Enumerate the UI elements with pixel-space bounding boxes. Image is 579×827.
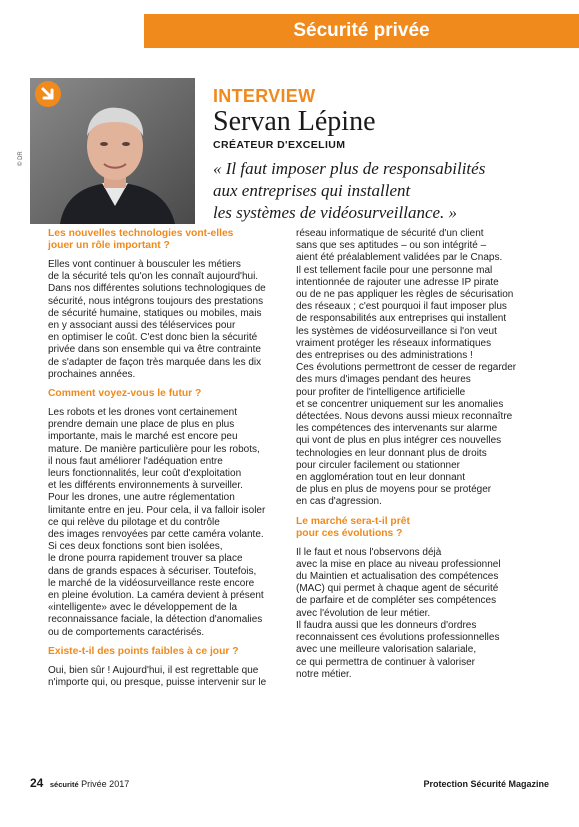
text-line: n'importe qui, ou presque, puisse intervenir sur le: [48, 677, 267, 689]
interview-answer: [48, 407, 286, 639]
text-line: des murs d'images pendant des heures: [296, 374, 471, 386]
interview-question: [48, 228, 286, 252]
text-line: les systèmes de vidéosurveillance si l'on veut: [296, 325, 497, 337]
text-line: importante, mais le marché est encore peu: [48, 431, 238, 443]
text-line: de s'adapter de façon très marquée dans les dix: [48, 356, 262, 368]
text-line: ou de comportements caractérisés.: [48, 626, 205, 638]
text-line: de plus en plus de moyens pour se protéger: [296, 484, 492, 496]
text-line: réseau informatique de sécurité d'un client: [296, 228, 484, 239]
pull-quote-line: les systèmes de vidéosurveillance. »: [213, 203, 458, 222]
text-line: aient été préalablement validées par le Cnaps.: [296, 252, 503, 264]
text-line: qui vont de plus en plus intégrer ces nouvelles: [296, 435, 502, 447]
text-line: sans que ses aptitudes – ou son intégrité –: [296, 240, 487, 252]
publisher-name: Protection Sécurité Magazine: [423, 779, 549, 789]
magazine-name: sécurité: [49, 780, 79, 789]
interview-kicker: INTERVIEW: [213, 86, 316, 106]
text-line: pour circuler facilement ou stationner: [296, 459, 460, 471]
text-line: reconnaissent ces évolutions professionnelles: [296, 632, 500, 644]
text-line: Il le faut et nous l'observons déjà: [296, 546, 442, 558]
text-line: en y associant aussi des téléservices pour: [48, 320, 236, 332]
text-line: de responsabilités aux entreprises qui installent: [296, 313, 507, 325]
interview-answer: [296, 228, 534, 509]
interview-answer: [48, 259, 286, 381]
text-line: Il est tellement facile pour une personne mal: [296, 264, 493, 276]
text-line: limitante entre en jeu. Pour cela, il va falloir isoler: [48, 504, 266, 516]
text-line: Elles vont continuer à bousculer les métiers: [48, 259, 241, 270]
page-number: 24: [30, 776, 44, 790]
arrow-down-right-icon: [35, 81, 61, 107]
text-line: des images renvoyées par cette caméra volante.: [48, 529, 264, 541]
text-line: Comment voyez-vous le futur ?: [48, 388, 202, 400]
text-line: Les robots et les drones vont certainement: [48, 407, 237, 419]
text-line: de sécurité humaine, statiques ou mobiles, mais: [48, 307, 262, 319]
text-line: le marché de la vidéosurveillance reste encore: [48, 577, 255, 589]
text-line: Les nouvelles technologies vont-elles: [48, 228, 234, 239]
text-line: Oui, bien sûr ! Aujourd'hui, il est regrettable que: [48, 664, 259, 676]
text-line: intentionnée de rajouter une adresse IP pirate: [296, 276, 499, 288]
text-line: technologies en leur donnant plus de droits: [296, 447, 487, 459]
text-line: et les différents environnements à surveiller.: [48, 480, 243, 492]
text-line: avec la mise en place au niveau professionnel: [296, 558, 501, 570]
text-line: ce qui relève du pilotage et du contrôle: [48, 516, 220, 528]
text-line: Le marché sera-t-il prêt: [296, 515, 410, 527]
article-column-right: [296, 228, 534, 681]
interview-question: [48, 388, 286, 400]
text-line: Dans nos différentes solutions technologiques de: [48, 283, 266, 295]
pull-quote-line: « Il faut imposer plus de responsabilités: [213, 159, 486, 178]
text-line: reconnaissance faciale, la détection d'anomalies: [48, 614, 263, 626]
text-line: notre métier.: [296, 668, 352, 680]
text-line: vraiment protéger les réseaux informatiques: [296, 337, 492, 349]
interviewee-role: CRÉATEUR D'EXCELIUM: [213, 139, 346, 151]
section-title: Sécurité privée: [293, 20, 430, 41]
text-line: de parfaire et de compléter ses compétences: [296, 595, 497, 607]
section-banner: [144, 14, 579, 48]
text-line: «intelligente» avec le développement de la: [48, 602, 238, 614]
text-line: avec une meilleure valorisation salariale,: [296, 644, 477, 656]
interview-answer: [48, 665, 286, 689]
text-line: en agglomération tout en leur donnant: [296, 472, 466, 484]
text-line: ce qui permettra de continuer à valoriser: [296, 656, 475, 668]
text-line: (MAC) qui permet à chaque agent de sécurité: [296, 583, 499, 595]
text-line: le drone pourra rapidement trouver sa place: [48, 553, 243, 565]
text-line: Ces évolutions permettront de cesser de regarder: [296, 362, 517, 374]
interviewee-name: Servan Lépine: [213, 106, 376, 137]
text-line: privée dans son ensemble qui va être contrainte: [48, 344, 261, 356]
text-line: jouer un rôle important ?: [48, 240, 170, 251]
interview-question: [296, 516, 534, 540]
text-line: avec l'évolution de leur métier.: [296, 607, 431, 619]
text-line: de la sécurité tels qu'on les connaît aujourd'hui.: [48, 271, 259, 283]
text-line: dans de grands espaces à sécuriser. Toutefois,: [48, 565, 257, 577]
magazine-issue: Privée 2017: [81, 779, 130, 789]
text-line: des réseaux ; c'est pourquoi il faut imposer plus: [296, 301, 507, 313]
interview-question: [48, 646, 286, 658]
text-line: prochaines années.: [48, 368, 136, 380]
text-line: en pleine évolution. La caméra devient à présent: [48, 590, 264, 602]
text-line: pour profiter de l'intelligence artificielle: [296, 386, 466, 398]
text-line: Si ces deux fonctions sont bien isolées,: [48, 541, 223, 553]
photo-credit: © DR: [18, 151, 24, 166]
text-line: ou de ne pas appliquer les règles de sécurisation: [296, 289, 514, 301]
interview-answer: [296, 547, 534, 681]
text-line: pour ces évolutions ?: [296, 527, 403, 539]
pull-quote: [213, 158, 563, 224]
text-line: en optimiser le coût. C'est donc bien la sécurité: [48, 332, 258, 344]
text-line: prendre demain une place de plus en plus: [48, 419, 235, 431]
text-line: du Maintien et actualisation des compétences: [296, 571, 499, 583]
text-line: Existe-t-il des points faibles à ce jour ?: [48, 645, 239, 657]
text-line: des entreprises ou des administrations !: [296, 350, 473, 362]
page-footer: [30, 776, 129, 790]
text-line: les compétences des intervenants sur alarme: [296, 423, 498, 435]
text-line: Il faudra aussi que les donneurs d'ordres: [296, 619, 477, 631]
pull-quote-line: aux entreprises qui installent: [213, 181, 411, 200]
text-line: leurs fonctionnalités, leur coût d'exploitation: [48, 468, 242, 480]
text-line: sécurité, nous intégrons toujours des prestations: [48, 295, 264, 307]
text-line: Pour les drones, une autre réglementation: [48, 492, 235, 504]
text-line: détectées. Nous devons aussi mieux reconnaître: [296, 411, 513, 423]
article-column-left: [48, 228, 286, 689]
text-line: et se concentrer uniquement sur les anomalies: [296, 398, 504, 410]
text-line: en cas d'agression.: [296, 496, 382, 508]
text-line: mature. De manière particulière pour les robots,: [48, 443, 260, 455]
text-line: il nous faut améliorer l'adéquation entre: [48, 455, 223, 467]
